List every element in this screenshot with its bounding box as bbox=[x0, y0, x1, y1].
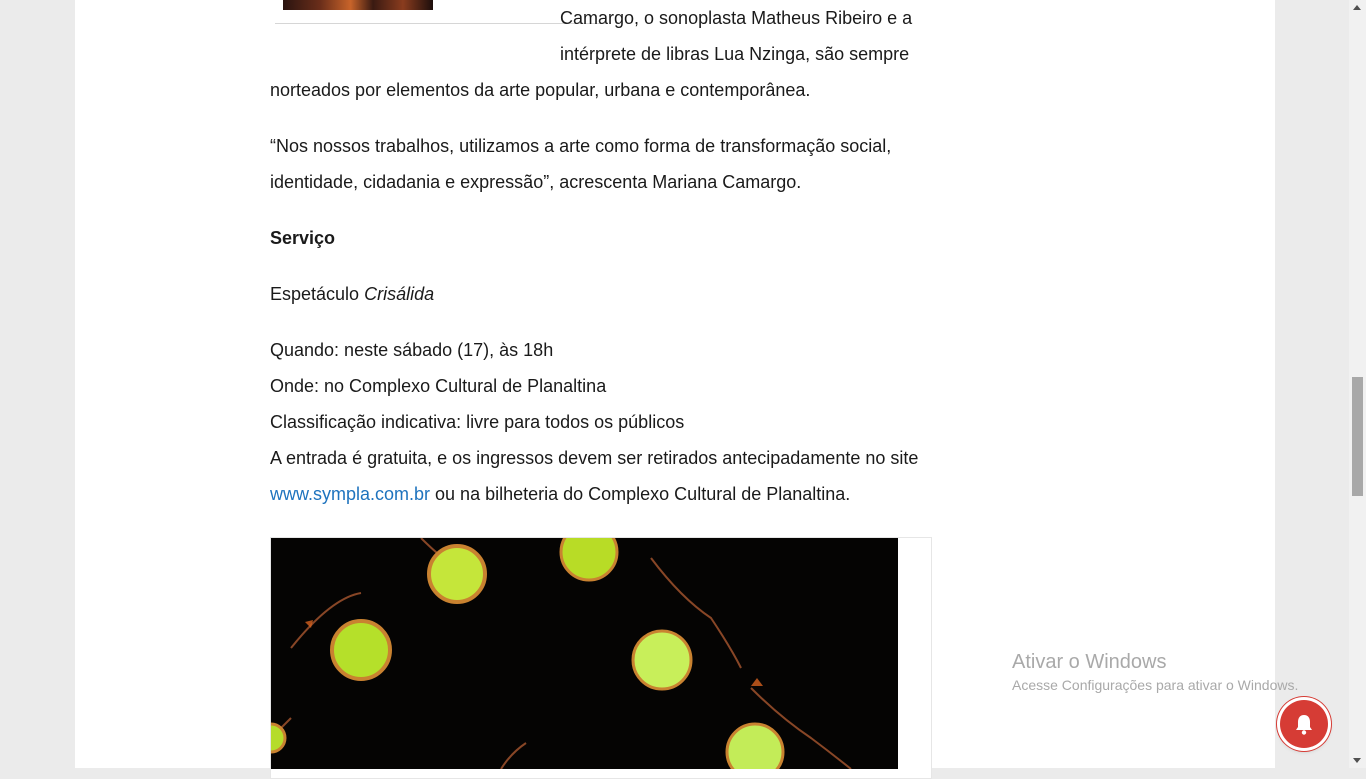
watermark-title: Ativar o Windows bbox=[1012, 651, 1167, 673]
bell-icon bbox=[1292, 712, 1316, 736]
event-entry-link-line bbox=[270, 476, 930, 512]
article-text-line: intérprete de libras Lua Nzinga, são sempre bbox=[560, 44, 910, 64]
event-where: Onde: no Complexo Cultural de Planaltina bbox=[270, 376, 607, 396]
vertical-scrollbar[interactable] bbox=[1349, 0, 1366, 768]
section-heading: Serviço bbox=[270, 228, 336, 248]
article-text-line: Camargo, o sonoplasta Matheus Ribeiro e a bbox=[560, 8, 913, 28]
event-rating: Classificação indicativa: livre para todos os públicos bbox=[270, 412, 685, 432]
scroll-down-arrow-icon[interactable] bbox=[1353, 758, 1361, 763]
sympla-link[interactable]: www.sympla.com.br bbox=[270, 484, 431, 504]
article-body bbox=[270, 0, 930, 512]
event-entry-end: ou na bilheteria do Complexo Cultural de Planaltina. bbox=[430, 484, 851, 504]
scroll-up-arrow-icon[interactable] bbox=[1353, 5, 1361, 10]
article-text-line: norteados por elementos da arte popular, urbana e contemporânea. bbox=[270, 80, 811, 100]
event-entry: A entrada é gratuita, e os ingressos devem ser retirados antecipadamente no site bbox=[270, 448, 919, 468]
article-quote: “Nos nossos trabalhos, utilizamos a arte como forma de transformação social, identidade, cidadania e expressão”, acrescenta Mariana Camargo. bbox=[270, 136, 892, 192]
show-title: Crisálida bbox=[364, 284, 435, 304]
windows-activation-watermark bbox=[1012, 650, 1298, 696]
notification-button[interactable] bbox=[1280, 700, 1328, 748]
lights-photo bbox=[271, 538, 898, 769]
watermark-subtitle: Acesse Configurações para ativar o Windows. bbox=[1012, 677, 1299, 693]
show-label: Espetáculo bbox=[270, 284, 360, 304]
scrollbar-thumb[interactable] bbox=[1352, 377, 1363, 496]
event-when: Quando: neste sábado (17), às 18h bbox=[270, 340, 554, 360]
article-image bbox=[270, 537, 932, 779]
show-line bbox=[270, 276, 930, 312]
